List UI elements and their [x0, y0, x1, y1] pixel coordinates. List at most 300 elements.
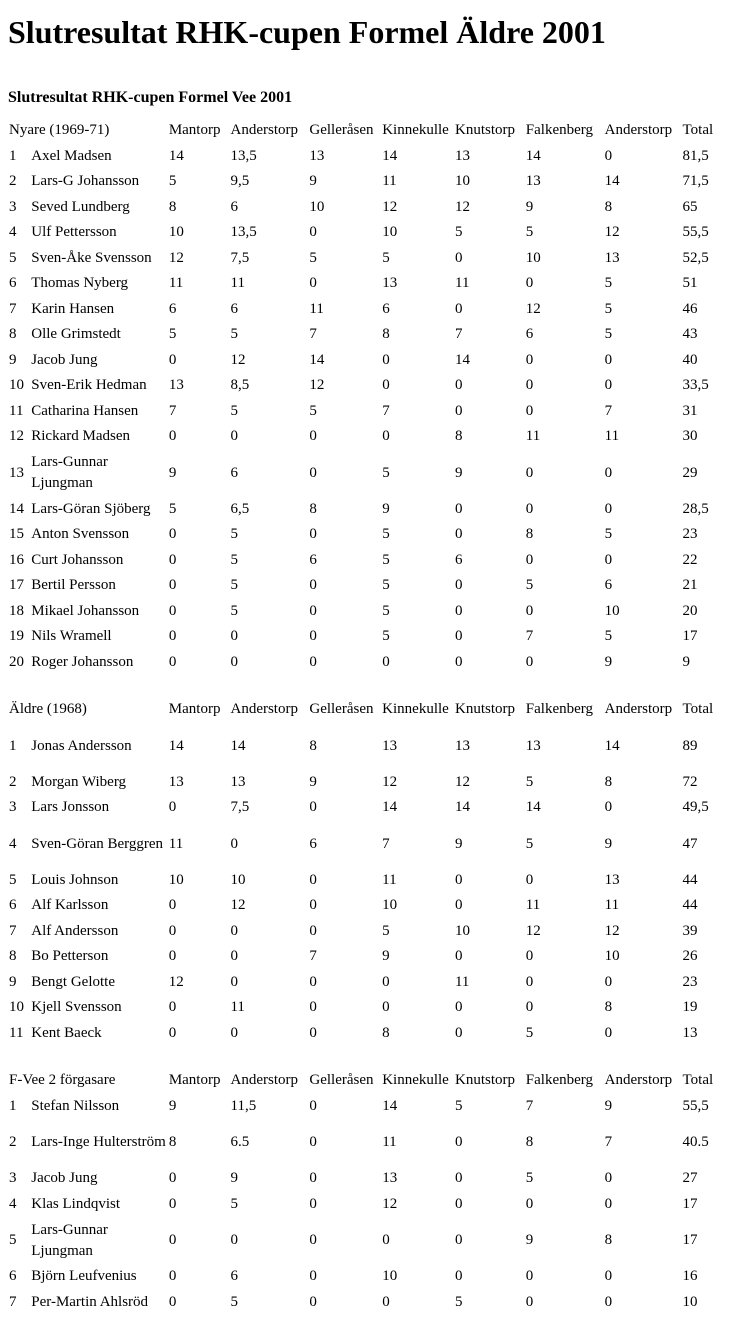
score-cell: 0: [309, 1097, 317, 1114]
score-cell: 12: [168, 249, 184, 266]
score-cell: 0: [168, 1170, 177, 1187]
score-cell: 0: [455, 300, 463, 317]
driver-name-cell: Jacob Jung: [31, 1170, 98, 1187]
score-cell: 10: [604, 948, 620, 965]
position-cell: 18: [9, 602, 24, 619]
total-header: Total: [682, 701, 714, 718]
score-cell: 0: [309, 799, 317, 816]
total-header: Total: [682, 1072, 714, 1089]
total-cell: 71,5: [682, 173, 709, 190]
score-cell: 0: [455, 377, 463, 394]
position-cell: 4: [9, 835, 17, 852]
driver-name-cell: Lars-Gunnar Ljungman: [31, 454, 108, 491]
total-cell: 10: [682, 1293, 698, 1310]
position-cell: 9: [9, 351, 17, 368]
score-cell: 13: [382, 1170, 398, 1187]
table-row: [8, 1094, 718, 1120]
score-cell: 0: [455, 249, 463, 266]
score-cell: 11: [604, 428, 620, 445]
score-cell: 6: [230, 198, 238, 215]
score-cell: 8: [382, 1024, 390, 1041]
score-cell: 0: [230, 948, 238, 965]
driver-name-cell: Jonas Andersson: [31, 737, 132, 754]
score-cell: 10: [604, 602, 620, 619]
score-cell: 12: [525, 300, 541, 317]
score-cell: 5: [230, 1195, 238, 1212]
track-header: Anderstorp: [230, 1072, 298, 1089]
score-cell: 9: [604, 653, 613, 670]
score-cell: 11: [230, 999, 245, 1016]
table-header-row: [8, 118, 718, 144]
score-cell: 0: [309, 1268, 317, 1285]
score-cell: 0: [309, 897, 317, 914]
total-cell: 29: [682, 464, 698, 481]
position-cell: 9: [9, 973, 17, 990]
score-cell: 5: [525, 224, 534, 241]
score-cell: 0: [309, 922, 317, 939]
score-cell: 7,5: [230, 799, 250, 816]
driver-name-cell: Morgan Wiberg: [31, 773, 127, 790]
score-cell: 11: [525, 897, 541, 914]
table-row: [8, 970, 718, 996]
position-cell: 16: [9, 551, 24, 568]
score-cell: 0: [525, 1268, 534, 1285]
driver-name-cell: Curt Johansson: [31, 551, 124, 568]
score-cell: 0: [604, 351, 613, 368]
score-cell: 0: [309, 628, 317, 645]
score-cell: 7: [309, 948, 317, 965]
score-cell: 5: [230, 602, 238, 619]
track-header: Kinnekulle: [382, 701, 449, 718]
track-header: Mantorp: [168, 122, 221, 139]
driver-name-cell: Olle Grimstedt: [31, 326, 121, 343]
table-row: [8, 348, 718, 374]
score-cell: 11: [604, 897, 620, 914]
score-cell: 12: [382, 198, 398, 215]
score-cell: 12: [382, 1195, 398, 1212]
driver-name-cell: Björn Leufvenius: [31, 1268, 137, 1285]
table-row: [8, 795, 718, 821]
total-cell: 22: [682, 551, 698, 568]
score-cell: 0: [455, 577, 463, 594]
score-cell: 13: [604, 249, 620, 266]
total-cell: 26: [682, 948, 698, 965]
score-cell: 5: [230, 577, 238, 594]
position-cell: 5: [9, 249, 17, 266]
score-cell: 5: [382, 551, 390, 568]
score-cell: 0: [525, 1293, 534, 1310]
score-cell: 12: [309, 377, 325, 394]
score-cell: 12: [168, 973, 184, 990]
total-cell: 16: [682, 1268, 698, 1285]
table-row: [8, 893, 718, 919]
score-cell: 0: [604, 973, 613, 990]
table-row: [8, 650, 718, 676]
table-row: [8, 1217, 718, 1264]
position-cell: 3: [9, 198, 17, 215]
score-cell: 0: [455, 1232, 463, 1248]
score-cell: 0: [525, 602, 534, 619]
section-heading: Nyare (1969-71): [9, 122, 110, 139]
score-cell: 5: [525, 1170, 534, 1187]
track-header: Anderstorp: [604, 701, 673, 718]
position-cell: 7: [9, 922, 17, 939]
track-header: Anderstorp: [604, 1072, 673, 1089]
score-cell: 0: [168, 799, 177, 816]
score-cell: 5: [309, 249, 317, 266]
score-cell: 0: [525, 500, 534, 517]
track-header: Knutstorp: [455, 122, 515, 139]
score-cell: 10: [525, 249, 541, 266]
score-cell: 12: [230, 897, 246, 914]
score-cell: 0: [454, 1024, 463, 1041]
driver-name-cell: Sven-Erik Hedman: [31, 377, 147, 394]
score-cell: 14: [309, 351, 325, 368]
score-cell: 0: [454, 897, 463, 914]
score-cell: 0: [525, 999, 534, 1016]
driver-name-cell: Bo Petterson: [31, 948, 109, 965]
score-cell: 8: [309, 737, 317, 754]
driver-name-cell: Jacob Jung: [31, 351, 98, 368]
score-cell: 7: [525, 628, 534, 645]
score-cell: 8: [168, 198, 177, 215]
section-gap: [8, 1046, 732, 1068]
score-cell: 0: [168, 577, 177, 594]
score-cell: 0: [604, 1293, 613, 1310]
score-cell: 12: [604, 922, 620, 939]
page-subtitle: Slutresultat RHK-cupen Formel Vee 2001: [8, 89, 293, 106]
table-row: [8, 1166, 718, 1192]
position-cell: 1: [9, 1097, 17, 1114]
score-cell: 8,5: [230, 377, 250, 394]
score-cell: 0: [382, 351, 390, 368]
score-cell: 0: [525, 871, 534, 888]
score-cell: 7: [168, 402, 177, 419]
total-cell: 49,5: [682, 799, 709, 816]
position-cell: 15: [9, 526, 24, 543]
results-table-fvee2: [8, 1068, 718, 1315]
score-cell: 11: [525, 428, 541, 445]
table-row: [8, 919, 718, 945]
score-cell: 6: [455, 551, 463, 568]
score-cell: 0: [455, 628, 463, 645]
score-cell: 0: [168, 922, 177, 939]
score-cell: 9: [604, 835, 613, 852]
score-cell: 5: [604, 628, 613, 645]
score-cell: 0: [604, 500, 613, 517]
score-cell: 0: [309, 653, 317, 670]
track-header: Mantorp: [168, 701, 221, 718]
score-cell: 14: [382, 799, 398, 816]
score-cell: 10: [455, 173, 470, 190]
score-cell: 0: [230, 428, 238, 445]
table-row: [8, 497, 718, 523]
score-cell: 14: [382, 1097, 398, 1114]
score-cell: 0: [454, 948, 463, 965]
total-cell: 30: [682, 428, 698, 445]
score-cell: 0: [168, 351, 177, 368]
score-cell: 7: [525, 1097, 534, 1114]
score-cell: 6: [525, 326, 534, 343]
driver-name-cell: Louis Johnson: [31, 871, 119, 888]
position-cell: 1: [9, 737, 17, 754]
total-cell: 65: [682, 198, 698, 215]
score-cell: 0: [168, 602, 177, 619]
score-cell: 0: [168, 653, 177, 670]
score-cell: 0: [525, 464, 534, 481]
position-cell: 2: [9, 1134, 17, 1150]
score-cell: 6: [309, 551, 317, 568]
score-cell: 0: [382, 999, 390, 1016]
table-header-row: [8, 697, 718, 723]
score-cell: 0: [604, 1170, 613, 1187]
position-cell: 6: [9, 275, 17, 292]
score-cell: 0: [309, 1293, 317, 1310]
score-cell: 0: [309, 602, 317, 619]
score-cell: 0: [230, 653, 238, 670]
table-row: [8, 1192, 718, 1218]
score-cell: 0: [230, 1232, 238, 1248]
score-cell: 0: [168, 948, 177, 965]
score-cell: 6: [230, 1268, 238, 1285]
score-cell: 11: [382, 173, 397, 190]
score-cell: 5: [168, 173, 177, 190]
score-cell: 0: [604, 464, 613, 481]
score-cell: 11: [382, 1134, 397, 1150]
score-cell: 7,5: [230, 249, 250, 266]
score-cell: 8: [455, 428, 463, 445]
score-cell: 0: [168, 628, 177, 645]
score-cell: 9: [454, 835, 463, 852]
score-cell: 14: [168, 147, 184, 164]
score-cell: 0: [525, 377, 534, 394]
total-cell: 39: [682, 922, 698, 939]
score-cell: 8: [604, 1232, 613, 1248]
score-cell: 14: [230, 737, 246, 754]
score-cell: 0: [604, 147, 613, 164]
track-header: Knutstorp: [454, 701, 515, 718]
score-cell: 0: [382, 1293, 390, 1310]
table-row: [8, 770, 718, 796]
score-cell: 0: [309, 1170, 317, 1187]
score-cell: 6: [230, 300, 238, 317]
score-cell: 0: [525, 1195, 534, 1212]
score-cell: 5: [382, 602, 390, 619]
score-cell: 5: [168, 326, 177, 343]
score-cell: 0: [525, 973, 534, 990]
position-cell: 14: [9, 500, 24, 517]
score-cell: 5: [382, 464, 390, 481]
table-row: [8, 297, 718, 323]
position-cell: 19: [9, 628, 24, 645]
score-cell: 0: [455, 500, 463, 517]
score-cell: 13: [309, 147, 325, 164]
score-cell: 7: [604, 402, 613, 419]
score-cell: 5: [230, 551, 238, 568]
track-header: Gelleråsen: [309, 701, 374, 718]
score-cell: 0: [525, 551, 534, 568]
score-cell: 11: [455, 275, 470, 292]
score-cell: 0: [230, 973, 238, 990]
total-cell: 44: [682, 897, 698, 914]
score-cell: 10: [382, 1268, 398, 1285]
position-cell: 2: [9, 773, 17, 790]
score-cell: 0: [230, 922, 238, 939]
score-cell: 8: [604, 198, 613, 215]
table-row: [8, 868, 718, 894]
score-cell: 0: [168, 428, 177, 445]
driver-name-cell: Seved Lundberg: [31, 198, 130, 215]
score-cell: 11: [168, 835, 184, 852]
score-cell: 13: [525, 737, 541, 754]
score-cell: 0: [455, 1268, 463, 1285]
position-cell: 8: [9, 948, 17, 965]
total-cell: 55,5: [682, 1097, 709, 1114]
driver-name-cell: Per-Martin Ahlsröd: [31, 1293, 149, 1310]
position-cell: 11: [9, 1024, 24, 1041]
score-cell: 0: [309, 428, 317, 445]
score-cell: 0: [382, 428, 390, 445]
score-cell: 0: [604, 551, 613, 568]
driver-name-cell: Karin Hansen: [31, 300, 115, 317]
position-cell: 5: [9, 1232, 17, 1248]
score-cell: 9: [382, 948, 390, 965]
score-cell: 0: [455, 526, 463, 543]
score-cell: 7: [604, 1134, 613, 1150]
score-cell: 0: [455, 653, 463, 670]
score-cell: 5: [525, 577, 534, 594]
table-row: [8, 144, 718, 170]
score-cell: 0: [309, 464, 317, 481]
score-cell: 11: [454, 973, 470, 990]
track-header: Kinnekulle: [382, 1072, 449, 1089]
table-row: [8, 220, 718, 246]
total-cell: 17: [682, 628, 698, 645]
total-cell: 23: [682, 526, 698, 543]
total-cell: 31: [682, 402, 698, 419]
score-cell: 5: [230, 402, 238, 419]
section-heading: F-Vee 2 förgasare: [9, 1072, 116, 1089]
score-cell: 7: [382, 835, 390, 852]
driver-name-cell: Lars Jonsson: [31, 799, 110, 816]
table-row: [8, 1290, 718, 1316]
position-cell: 6: [9, 897, 17, 914]
track-header: Mantorp: [168, 1072, 221, 1089]
score-cell: 0: [604, 377, 613, 394]
score-cell: 0: [230, 1024, 238, 1041]
score-cell: 11: [168, 275, 184, 292]
position-cell: 4: [9, 224, 17, 241]
score-cell: 0: [168, 1195, 177, 1212]
table-row: [8, 522, 718, 548]
score-cell: 5: [525, 835, 534, 852]
score-cell: 0: [382, 973, 390, 990]
score-cell: 12: [525, 922, 541, 939]
total-cell: 17: [682, 1195, 698, 1212]
driver-name-cell: Kent Baeck: [31, 1024, 102, 1041]
section-heading: Äldre (1968): [9, 701, 87, 718]
table-row: [8, 723, 718, 770]
score-cell: 7: [382, 402, 390, 419]
driver-name-cell: Klas Lindqvist: [31, 1195, 120, 1212]
score-cell: 0: [309, 577, 317, 594]
driver-name-cell: Nils Wramell: [31, 628, 112, 645]
driver-name-cell: Kjell Svensson: [31, 999, 122, 1016]
table-row: [8, 169, 718, 195]
total-cell: 72: [682, 773, 698, 790]
score-cell: 9: [168, 1097, 177, 1114]
score-cell: 5: [309, 402, 317, 419]
score-cell: 7: [309, 326, 317, 343]
score-cell: 14: [168, 737, 184, 754]
position-cell: 10: [9, 999, 24, 1016]
total-header: Total: [682, 122, 714, 139]
score-cell: 13: [525, 173, 541, 190]
driver-name-cell: Alf Karlsson: [31, 897, 109, 914]
score-cell: 5: [525, 773, 534, 790]
score-cell: 10: [309, 198, 325, 215]
results-sections: [8, 118, 732, 1315]
score-cell: 12: [604, 224, 620, 241]
score-cell: 0: [230, 628, 238, 645]
track-header: Anderstorp: [604, 122, 673, 139]
score-cell: 7: [455, 326, 463, 343]
driver-name-cell: Stefan Nilsson: [31, 1097, 120, 1114]
driver-name-cell: Axel Madsen: [31, 147, 112, 164]
score-cell: 12: [454, 773, 470, 790]
score-cell: 6: [168, 300, 177, 317]
table-row: [8, 995, 718, 1021]
score-cell: 5: [455, 224, 463, 241]
score-cell: 12: [230, 351, 246, 368]
track-header: Anderstorp: [230, 701, 298, 718]
total-cell: 19: [682, 999, 698, 1016]
track-header: Falkenberg: [525, 1072, 593, 1089]
driver-name-cell: Lars-Inge Hulterström: [31, 1134, 166, 1150]
total-cell: 40.5: [682, 1134, 709, 1150]
position-cell: 20: [9, 653, 24, 670]
driver-name-cell: Rickard Madsen: [31, 428, 130, 445]
score-cell: 0: [168, 1024, 177, 1041]
total-cell: 43: [682, 326, 698, 343]
score-cell: 9: [168, 464, 177, 481]
table-row: [8, 399, 718, 425]
section-gap: [8, 675, 732, 697]
score-cell: 0: [309, 1134, 317, 1150]
score-cell: 8: [604, 999, 613, 1016]
table-row: [8, 548, 718, 574]
score-cell: 6: [382, 300, 390, 317]
score-cell: 8: [382, 326, 390, 343]
position-cell: 11: [9, 402, 24, 419]
score-cell: 13: [168, 773, 184, 790]
score-cell: 0: [168, 1293, 177, 1310]
position-cell: 12: [9, 428, 24, 445]
driver-name-cell: Sven-Åke Svensson: [31, 249, 152, 266]
score-cell: 6,5: [230, 500, 250, 517]
track-header: Anderstorp: [230, 122, 298, 139]
total-cell: 28,5: [682, 500, 709, 517]
position-cell: 13: [9, 464, 24, 481]
table-header-row: [8, 1068, 718, 1094]
score-cell: 8: [309, 500, 317, 517]
page-title: Slutresultat RHK-cupen Formel Äldre 2001: [8, 14, 606, 50]
position-cell: 1: [9, 147, 17, 164]
score-cell: 0: [309, 999, 317, 1016]
table-row: [8, 195, 718, 221]
total-cell: 44: [682, 871, 698, 888]
score-cell: 0: [604, 1268, 613, 1285]
